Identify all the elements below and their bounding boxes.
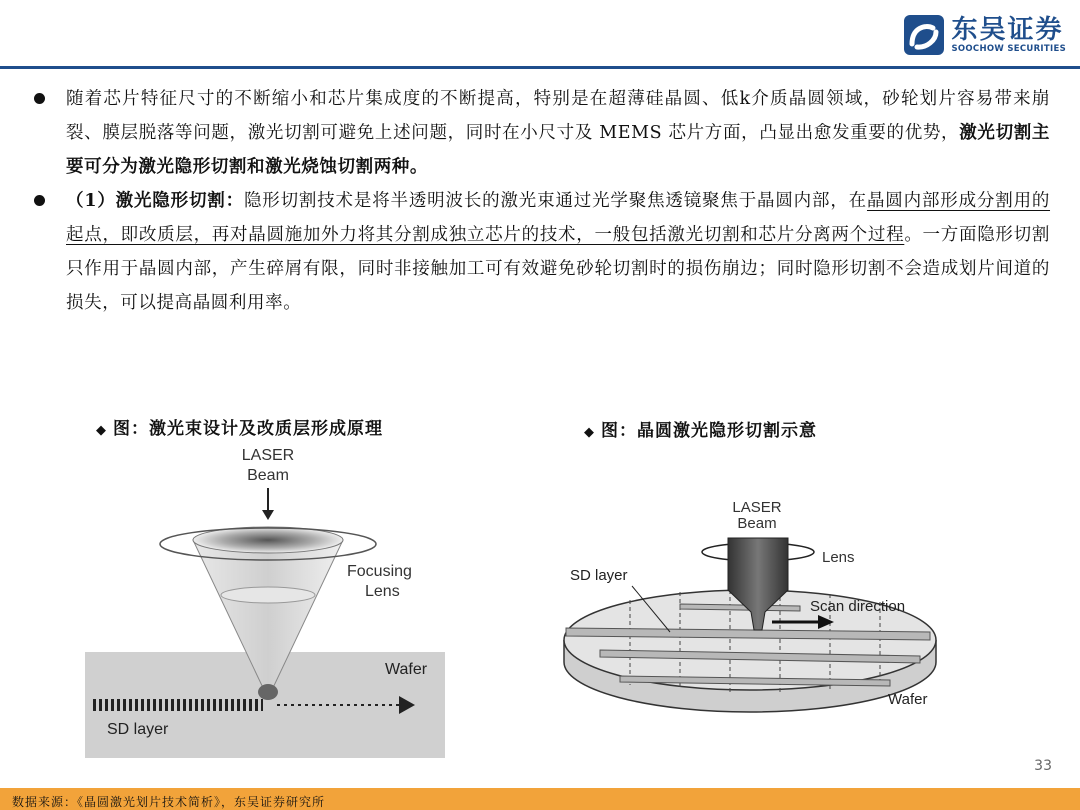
bullet-text: 。一方面隐形切割只作用于晶圆内部，产生碎屑有限，同时非接触加工可有效避免砂轮切割时的损伤崩边；同时隐形切割不会造成划片间道的损失，可以提高晶圆利用率。 xyxy=(66,225,1050,313)
bullet-item xyxy=(30,184,1050,320)
fig2-scan-direction-label: Scan direction xyxy=(810,598,906,615)
figure2-caption xyxy=(584,416,817,441)
figure2-caption-text: 图：晶圆激光隐形切割示意 xyxy=(601,421,817,441)
fig1-laser-label: LASER xyxy=(241,447,295,464)
figure1-laser-focus-diagram xyxy=(85,440,450,760)
brand-name-cn: 东吴证券 xyxy=(951,15,1064,45)
fig2-laser-label: LASER xyxy=(732,499,782,516)
footer-source: 数据来源：《晶圆激光划片技术简析》，东吴证券研究所 xyxy=(12,795,326,809)
bullet-text: 随着芯片特征尺寸的不断缩小和芯片集成度的不断提高，特别是在超薄硅晶圆、低k介质晶圆领域，砂轮划片容易带来崩裂、膜层脱落等问题，激光切割可避免上述问题，同时在小尺寸及 MEMS 芯片方面，凸显出愈发重要的优势， xyxy=(66,89,1050,143)
page-header xyxy=(0,0,1080,70)
diamond-icon: ◆ xyxy=(96,423,107,438)
bullet-dot-icon xyxy=(34,93,45,104)
fig1-mid-ellipse xyxy=(221,587,315,603)
fig1-focusing-label: Focusing xyxy=(347,563,412,580)
fig1-arrowhead-icon xyxy=(262,510,274,520)
brand-logo xyxy=(903,14,1066,56)
fig1-lens-label: Lens xyxy=(365,583,400,600)
figure1-caption xyxy=(96,414,383,439)
page-number: 33 xyxy=(1034,758,1052,774)
bullet-item xyxy=(30,82,1050,184)
brand-name-en: SOOCHOW SECURITIES xyxy=(951,44,1066,54)
fig1-sd-dashes xyxy=(93,698,263,712)
fig2-lens-label: Lens xyxy=(822,549,855,566)
fig2-beam-label: Beam xyxy=(737,515,777,532)
figure2-wafer-dicing-diagram xyxy=(560,490,960,735)
fig1-lens-top xyxy=(193,527,343,553)
fig1-beam-label: Beam xyxy=(247,467,289,484)
bullet-heading: （1）激光隐形切割： xyxy=(66,191,244,211)
header-divider xyxy=(0,66,1080,69)
figure1-caption-text: 图：激光束设计及改质层形成原理 xyxy=(113,419,383,439)
soochow-logo-icon xyxy=(903,14,945,56)
bullet-list xyxy=(30,82,1050,320)
fig1-sd-layer-label: SD layer xyxy=(107,721,169,738)
fig2-wafer-label: Wafer xyxy=(888,691,928,708)
bullet-underlined-text: 晶圆内部形成分割用的起点，即改质层，再对晶圆施加外力将其分割成独立芯片的技术，一般包括激光切割和芯片分离两个过程 xyxy=(66,191,1051,245)
fig1-focal-point xyxy=(258,684,278,700)
bullet-text: 隐形切割技术是将半透明波长的激光束通过光学聚焦透镜聚焦于晶圆内部，在 xyxy=(243,191,867,211)
bullet-bold-text: 激光切割主要可分为激光隐形切割和激光烧蚀切割两种。 xyxy=(66,123,1051,177)
diamond-icon: ◆ xyxy=(584,425,595,440)
fig1-wafer-label: Wafer xyxy=(385,661,428,678)
bullet-dot-icon xyxy=(34,195,45,206)
fig2-sd-layer-label: SD layer xyxy=(570,567,628,584)
